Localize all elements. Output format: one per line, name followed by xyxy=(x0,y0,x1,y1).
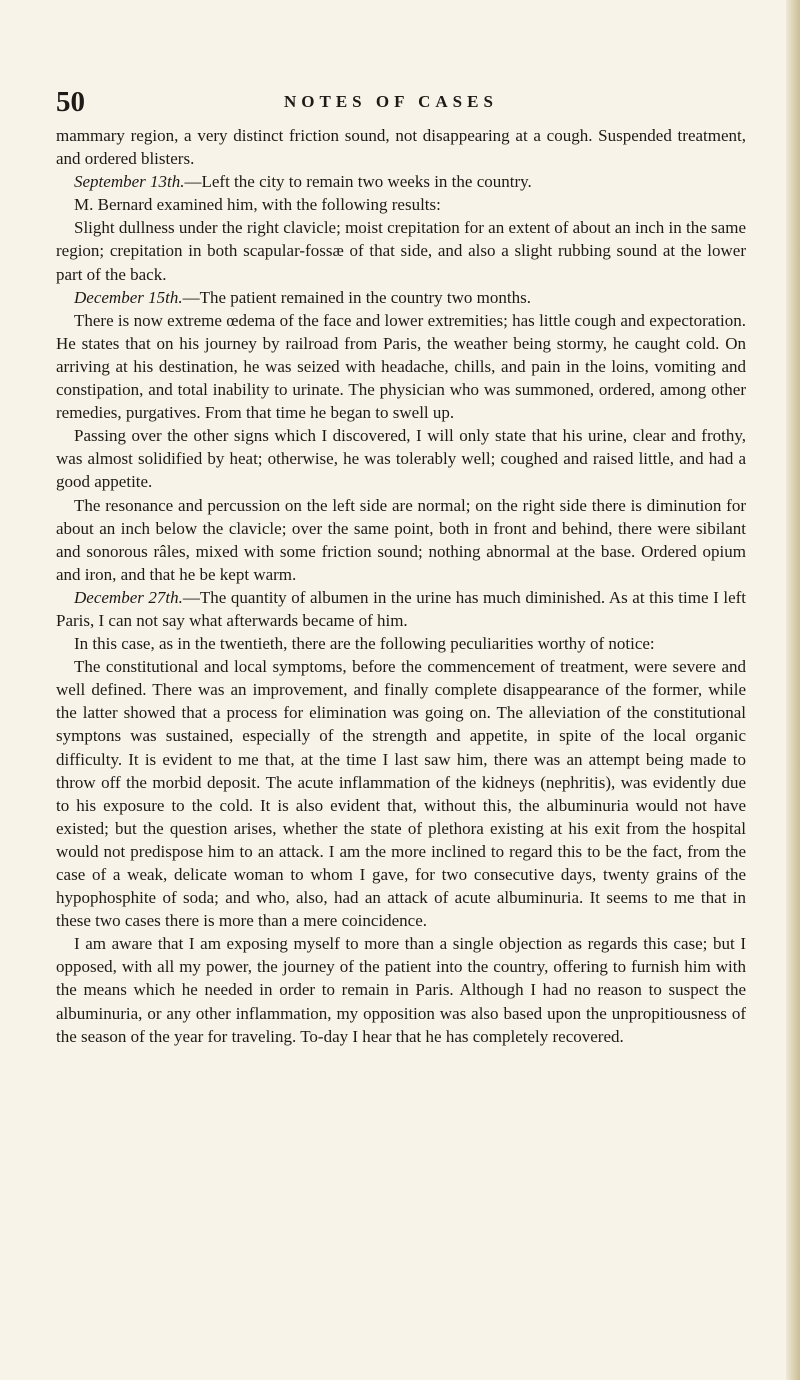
paragraph-text: —Left the city to remain two weeks in the country. xyxy=(184,172,532,192)
date-label: September 13th. xyxy=(74,172,185,192)
paragraph xyxy=(56,632,746,655)
paragraph xyxy=(56,655,746,932)
date-label: December 27th. xyxy=(74,587,183,607)
paragraph-text: —The patient remained in the country two months. xyxy=(182,287,531,307)
page-number: 50 xyxy=(56,86,85,118)
paragraph-text: mammary region, a very distinct friction sound, not disappearing at a cough. Suspended treatment, and ordered blisters. xyxy=(56,126,746,169)
page-edge xyxy=(786,0,800,1380)
paragraph xyxy=(56,932,746,1047)
paragraph-text: In this case, as in the twentieth, there are the following peculiarities worthy of notice: xyxy=(74,634,655,654)
paragraph xyxy=(56,494,746,586)
page-header xyxy=(56,84,746,120)
paragraph xyxy=(56,170,746,193)
paragraph xyxy=(56,286,746,309)
paragraph xyxy=(56,124,746,170)
paragraph-text: Slight dullness under the right clavicle; moist crepitation for an extent of about an inch in the same region; crepitation in both scapular-fossæ of that side, and also a slight rubbing sound at the lower part of the back. xyxy=(56,218,746,284)
paragraph-text: There is now extreme œdema of the face and lower extremities; has little cough and expectoration. He states that on his journey by railroad from Paris, the weather being stormy, he caught cold. On arriving at his destination, he was seized with headache, chills, and pain in the loins, vomiting and constipation, and total inability to urinate. The physician who was summoned, ordered, among other remedies, purgatives. From that time he began to swell up. xyxy=(56,310,746,423)
body-text xyxy=(56,124,746,1048)
running-title: NOTES OF CASES xyxy=(284,92,498,111)
paragraph xyxy=(56,424,746,493)
paragraph-text: The constitutional and local symptoms, before the commencement of treatment, were severe and well defined. There was an improvement, and finally complete disappearance of the former, while the latter showed that a process for elimination was going on. The alleviation of the constitutional symptons was sustained, especially of the strength and appetite, in spite of the local organic difficulty. It is evident to me that, at the time I last saw him, there was an attempt being made to throw off the morbid deposit. The acute inflammation of the kidneys (nephritis), was evidently due to his exposure to the cold. It is also evident that, without this, the albuminuria would not have existed; but the question arises, whether the state of plethora existing at his exit from the hospital would not predispose him to an attack. I am the more inclined to regard this to be the fact, from the case of a weak, delicate woman to whom I gave, for two consecutive days, twenty grains of the hypophosphite of soda; and who, also, had an attack of acute albuminuria. It seems to me that in these two cases there is more than a mere coincidence. xyxy=(56,657,746,931)
paragraph xyxy=(56,216,746,285)
paragraph-text: Passing over the other signs which I discovered, I will only state that his urine, clear and frothy, was almost solidified by heat; otherwise, he was tolerably well; coughed and raised little, and had a good appetite. xyxy=(56,426,746,492)
paragraph-text: —The quantity of albumen in the urine has much diminished. As at this time I left Paris, I can not say what afterwards became of him. xyxy=(56,587,747,630)
date-label: December 15th. xyxy=(74,287,183,307)
paragraph-text: I am aware that I am exposing myself to more than a single objection as regards this case; but I opposed, with all my power, the journey of the patient into the country, offering to furnish him with the means which he needed in order to remain in Paris. Although I had no reason to suspect the albuminuria, or any other inflammation, my opposition was also based upon the unpropitiousness of the season of the year for traveling. To-day I hear that he has completely recovered. xyxy=(56,934,746,1046)
paragraph xyxy=(56,309,746,424)
paragraph-text: M. Bernard examined him, with the following results: xyxy=(74,195,441,215)
paragraph xyxy=(56,586,746,632)
paragraph-text: The resonance and percussion on the left side are normal; on the right side there is diminution for about an inch below the clavicle; over the same point, both in front and behind, there were sibilant and sonorous râles, mixed with some friction sound; nothing abnormal at the base. Ordered opium and iron, and that he be kept warm. xyxy=(56,495,746,584)
paragraph xyxy=(56,193,746,216)
